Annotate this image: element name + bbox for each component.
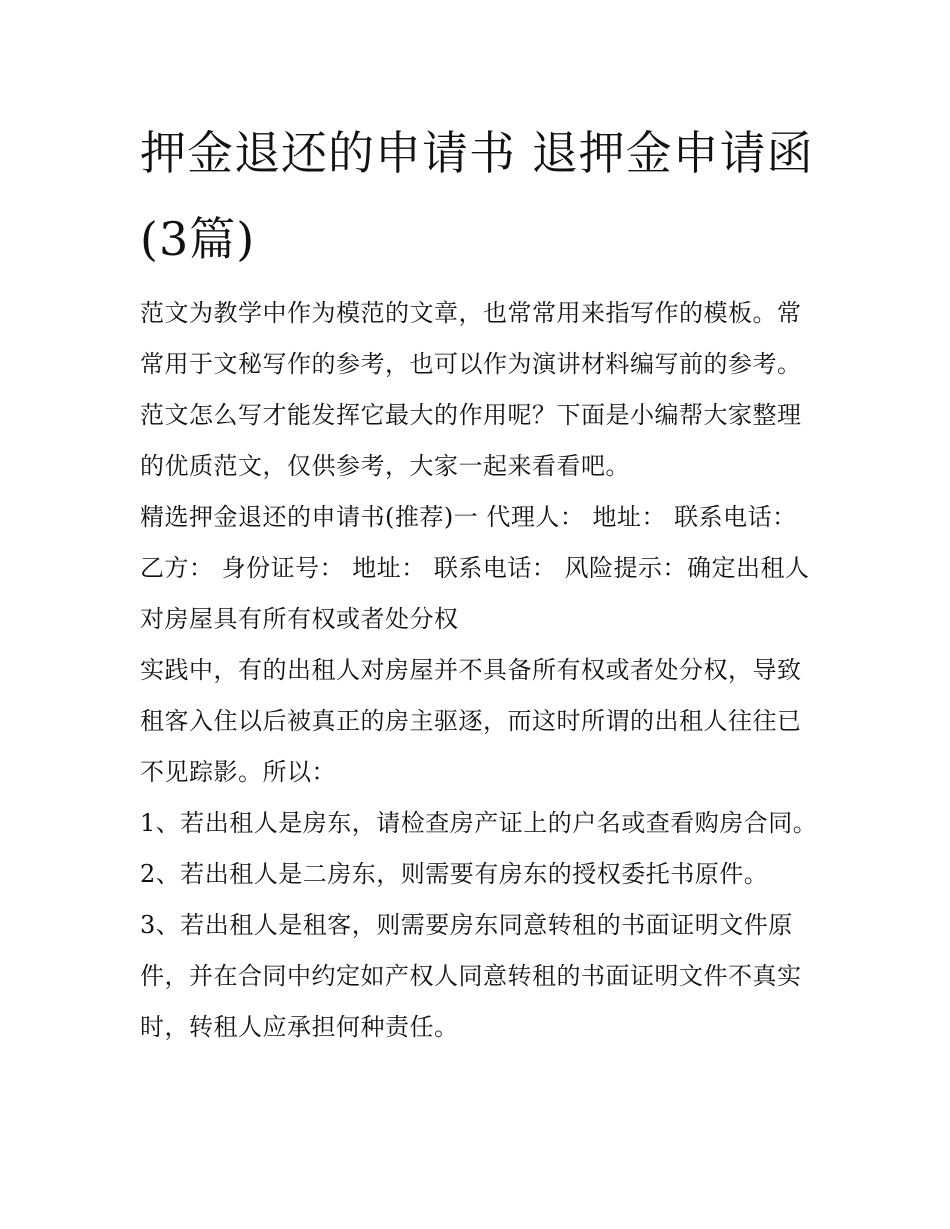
document-page: [140, 110, 820, 1053]
contract-fields-paragraph: 精选押金退还的申请书(推荐)一 代理人： 地址： 联系电话： 乙方： 身份证号： 地址： 联系电话： 风险提示：确定出租人对房屋具有所有权或者处分权: [140, 503, 810, 633]
intro-paragraph: 范文为教学中作为模范的文章，也常常用来指写作的模板。常常用于文秘写作的参考，也可以作为演讲材料编写前的参考。范文怎么写才能发挥它最大的作用呢？下面是小编帮大家整理的优质范文，仅供参考，大家一起来看看吧。: [140, 299, 802, 480]
practice-paragraph: 实践中，有的出租人对房屋并不具备所有权或者处分权，导致租客入住以后被真正的房主驱逐，而这时所谓的出租人往往已不见踪影。所以：: [140, 656, 802, 786]
document-title: 押金退还的申请书 退押金申请函(3篇): [140, 126, 814, 266]
rule-one-two-paragraph: 1、若出租人是房东，请检查房产证上的户名或查看购房合同。 2、若出租人是二房东，则需要有房东的授权委托书原件。: [140, 809, 818, 888]
rule-three-paragraph: 3、若出租人是租客，则需要房东同意转租的书面证明文件原件，并在合同中约定如产权人同意转租的书面证明文件不真实时，转租人应承担何种责任。: [140, 911, 802, 1041]
